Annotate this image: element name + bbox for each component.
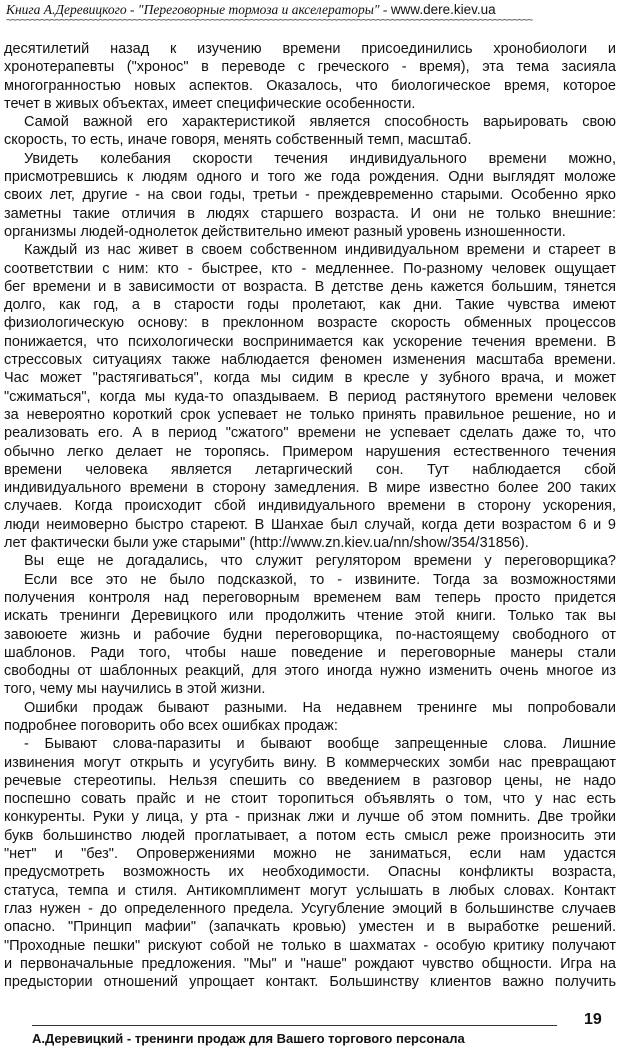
text-line: течет в живых объектах, имеет специфические особенности. (4, 95, 416, 112)
text-line: физиологическую основу: в преклонном возрасте скорость обменных процессов (4, 315, 616, 332)
text-line: своих лет, другие - на свои годы, третьи - преждевременно старыми. Особенно ярко (4, 187, 616, 204)
text-line: десятилетий назад к изучению времени присоединились хронобиологи и (4, 41, 616, 57)
text-line: получения контроля над переговорным временем вам теперь просто придется (4, 589, 616, 606)
text-line: люди неимоверно быстро стареют. В Шанхае был случай, когда дети возрастом 6 и 9 (4, 516, 616, 533)
body-text (4, 40, 616, 991)
text-line: Вы еще не догадались, что служит регулятором времени у переговорщика? (24, 553, 616, 570)
text-line: хронотерапевты ("хронос" в переводе с греческого - время), эта тема засияла (4, 59, 616, 76)
site-url: www.dere.kiev.ua (390, 2, 496, 17)
text-line: скорость, то есть, иначе говоря, менять собственный темп, масштаб. (4, 132, 472, 149)
text-line: поспешно совать прайс и не стоит торопиться объявлять о том, что у нас есть (4, 791, 616, 808)
text-line: заметны такие отличия в людях старшего возраста. И они не только внешние: (4, 205, 616, 222)
text-line: стрессовых ситуациях также наблюдается феномен изменения масштаба времени. (4, 352, 616, 369)
text-line: "нет" и "без". Опровержениями можно не заниматься, если нам удастся (4, 846, 616, 863)
text-line: того, чему мы научились в этой жизни. (4, 681, 266, 698)
text-line: Ошибки продаж бывают разными. На недавнем тренинге мы попробовали (24, 699, 616, 716)
text-line: обычно легко делает не торопясь. Примером нарушения естественного течения (4, 443, 616, 460)
text-line: "сжиматься", когда мы куда-то опаздываем. В период растянутого времени человек (4, 388, 616, 405)
text-line: предыстории отношений упрощает контакт. Большинству клиентов важно получить (4, 974, 616, 991)
text-line: извинения могут открыть и усугубить вину. В коммерческих зомби нас превращают (4, 754, 616, 771)
text-line: времени человека является летаргический сон. Тут наблюдается сбой (4, 461, 616, 478)
book-title: Книга А.Деревицкого - "Переговорные тормоза и акселераторы" - (6, 2, 391, 17)
text-line: - Бывают слова-паразиты и бывают вообще запрещенные слова. Лишние (24, 736, 616, 753)
text-line: предусмотреть возможность их необходимости. Опасны конфликты возраста, (4, 864, 616, 881)
text-line: Если все это не было подсказкой, то - извините. Тогда за возможностями (24, 571, 616, 588)
running-footer: А.Деревицкий - тренинги продаж для Вашего торгового персонала (32, 1031, 465, 1046)
footer-divider (32, 1025, 557, 1026)
text-line: глаз нужен - до определенного предела. Усугубление эмоций в большинстве случаев (4, 900, 616, 917)
page-number: 19 (584, 1011, 602, 1028)
text-line: свободны от шаблонных реакций, для этого иногда нужно изменить очень многое из (4, 663, 616, 680)
text-line: долго, как год, а в старости годы пролетают, как дни. Такие чувства имеют (4, 297, 616, 314)
text-line: статуса, темпа и стиля. Антикомплимент могут услышать в любых словах. Контакт (4, 882, 616, 899)
text-line: случаев. Когда происходит сбой индивидуального времени в сторону ускорения, (4, 498, 616, 515)
text-line: Увидеть колебания скорости течения индивидуального времени можно, (24, 150, 616, 167)
text-line: реализовать его. А в период "сжатого" времени не успевает сделать даже то, что (4, 425, 616, 442)
text-line: и первоначальные предложения. "Мы" и "наше" рождают чувство общности. Игра на (4, 955, 616, 972)
text-line: организмы людей-однолеток действительно имеют разный уровень изношенности. (4, 223, 566, 240)
text-line: соответствии с ним: кто - быстрее, кто - медленнее. По-разному человек ощущает (4, 260, 616, 277)
text-line: Самой важной его характеристикой является способность варьировать свою (24, 114, 616, 131)
text-line: "Проходные пешки" рискуют собой не только в шахматах - особую критику получают (4, 937, 616, 954)
text-line: лет фактически были уже старыми" (http://www.zn.kiev.ua/nn/show/354/31856). (4, 535, 529, 552)
text-line: Час может "растягиваться", когда мы сидим в кресле у зубного врача, и может (4, 370, 616, 387)
text-line: присмотревшись к людям одного и того же года рождения. Одни выглядят моложе (4, 169, 616, 186)
text-line: шаблонов. Ради того, чтобы наше поведение и переговорные манеры стали (4, 644, 616, 661)
text-line: за невероятно короткий срок успевает не только принять правильное решение, но и (4, 406, 616, 423)
text-line: подробнее поговорить обо всех ошибках продаж: (4, 717, 338, 734)
text-line: конкуренты. Руки у лица, у рта - признак лжи и лучше об этом помнить. Две тройки (4, 809, 616, 826)
text-line: букв большинство людей проглатывает, а потом есть смысл реже произносить эти (4, 827, 616, 844)
text-line: бег времени и в зависимости от возраста. В детстве день кажется большим, тянется (4, 278, 616, 295)
text-line: понижается, что психологически воспринимается как ускорение течения времени. В (4, 333, 616, 350)
text-line: завоюете жизнь и рабочие будни переговорщика, по-настоящему свободного от (4, 626, 616, 643)
text-line: многогранностью новых аспектов. Оказалось, что биологическое время, которое (4, 77, 616, 94)
text-line: Каждый из нас живет в своем собственном индивидуальном времени и стареет в (24, 242, 616, 259)
text-line: речевые стереотипы. Нельзя спешить со введением в разговор цены, не надо (4, 772, 616, 789)
text-line: индивидуального времени в сторону замедления. В мире известно более 200 таких (4, 480, 616, 497)
text-line: искать тренинги Деревицкого или продолжить чтение этой книги. Только так вы (4, 608, 616, 625)
header-tilde-rule: ~~~~~~~~~~~~~~~~~~~~~~~~~~~~~~~~~~~~~~~~~~~~~~~~~~~~~~~~~~~~~~~~~~~~~~~~~~~~~~~~~~~~~~~~~~~~~~~~~~~~~~~~~~~~ (6, 15, 533, 26)
text-line: опасно. "Принцип мафии" (запачкать кровью) уместен и в выработке решений. (4, 919, 616, 936)
